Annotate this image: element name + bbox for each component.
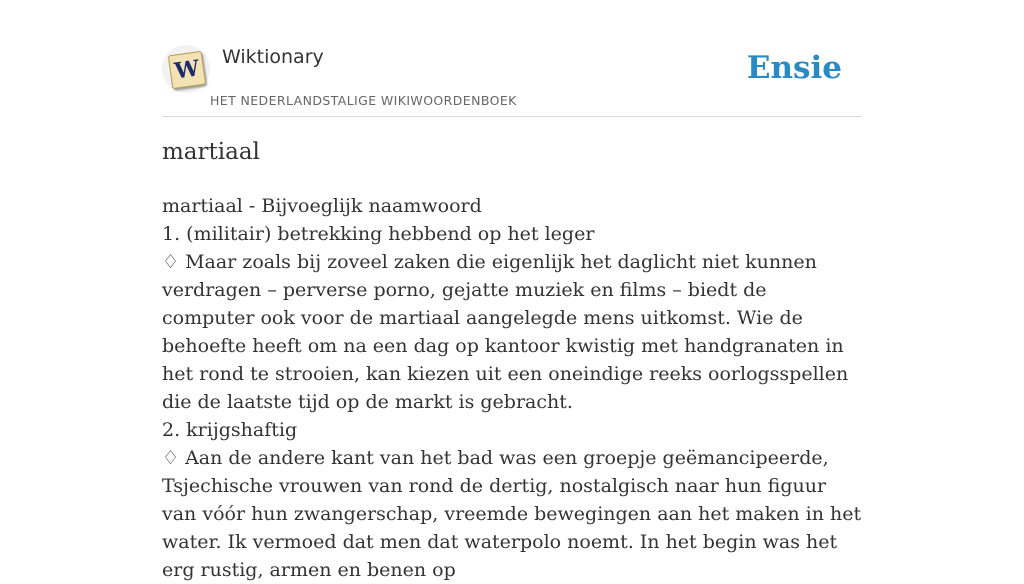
site-tagline: HET NEDERLANDSTALIGE WIKIWOORDENBOEK [210,93,517,108]
wiktionary-logo[interactable] [162,45,210,93]
page [162,0,862,581]
entry-content [162,192,862,584]
ensie-brand-logo[interactable]: Ensie [746,50,842,86]
example-2: ♢ Aan de andere kant van het bad was een groepje geëmancipeerde, Tsjechische vrouwen van rond de dertig, nostalgisch naar hun figuur van vóór hun zwangerschap, vreemde bewegingen aan het maken in het water. Ik vermoed dat men dat waterpolo noemt. In het begin was het erg rustig, armen en benen op [162,447,862,581]
entry-definition-heading: martiaal - Bijvoeglijk naamwoord [162,195,482,217]
definition-1: 1. (militair) betrekking hebbend op het leger [162,223,595,245]
definition-2: 2. krijgshaftig [162,419,298,441]
wiktionary-logo-tile: W [168,51,206,89]
site-name[interactable]: Wiktionary [222,46,324,68]
header [162,0,862,117]
entry-title: martiaal [162,139,260,165]
example-1: ♢ Maar zoals bij zoveel zaken die eigenlijk het daglicht niet kunnen verdragen – perverse porno, gejatte muziek en films – biedt de computer ook voor de martiaal aangelegde mens uitkomst. Wie de behoefte heeft om na een dag op kantoor kwistig met handgranaten in het rond te strooien, kan kiezen uit een oneindige reeks oorlogsspellen die de laatste tijd op de markt is gebracht. [162,251,849,413]
